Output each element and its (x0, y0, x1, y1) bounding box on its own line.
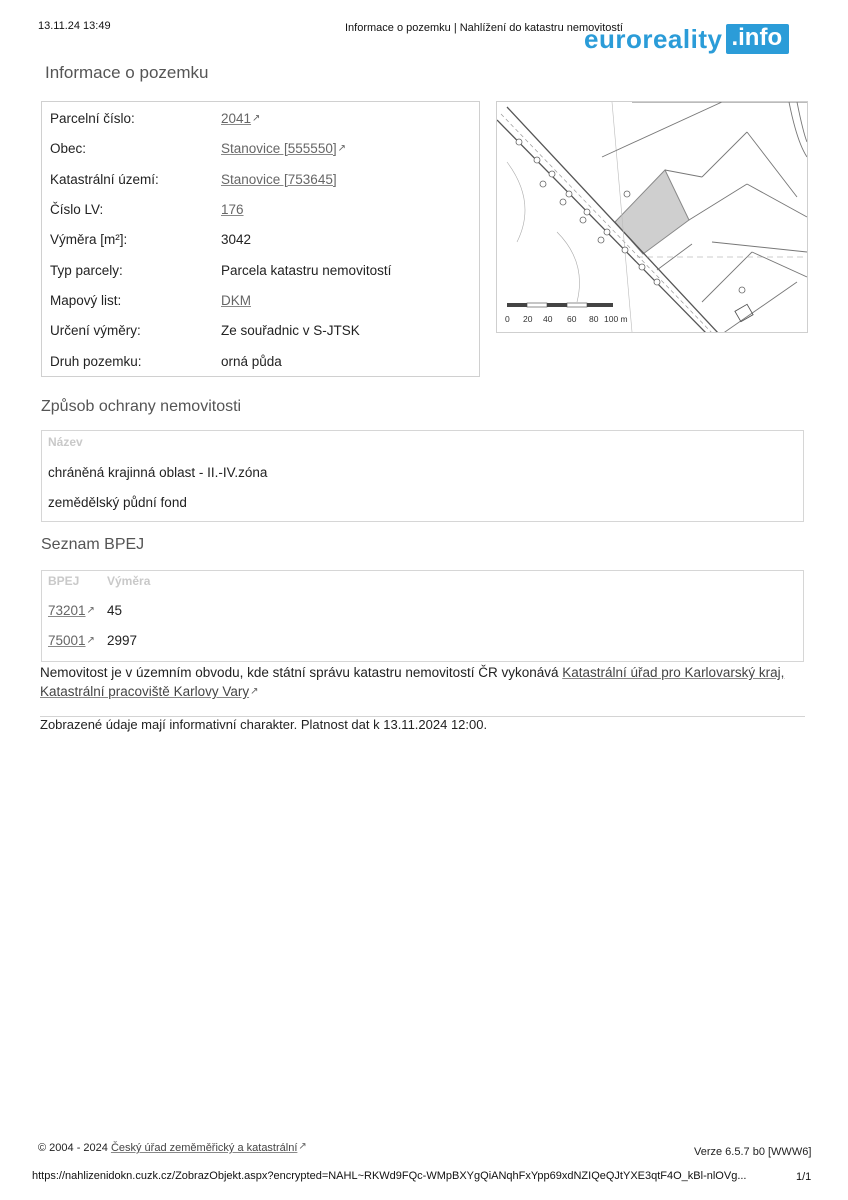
value-parcel-type: Parcela katastru nemovitostí (221, 263, 392, 278)
section-heading-bpej: Seznam BPEJ (41, 536, 145, 553)
print-page-title: Informace o pozemku | Nahlížení do katastru nemovitostí (345, 22, 623, 34)
parcel-info-box (41, 101, 480, 377)
validity-note: Zobrazené údaje mají informativní charakter. Platnost dat k 13.11.2024 12:00. (40, 717, 488, 732)
copyright-text: © 2004 - 2024 (38, 1142, 111, 1154)
footer-copyright (38, 1141, 307, 1154)
footer-version: Verze 6.5.7 b0 [WWW6] (694, 1146, 812, 1158)
protection-table (41, 430, 804, 522)
cuzk-link[interactable]: Český úřad zeměměřický a katastrální (110, 1142, 298, 1154)
label-lv-number: Číslo LV: (50, 202, 104, 217)
protection-item: chráněná krajinná oblast - II.-IV.zóna (48, 465, 268, 480)
link-parcel-number[interactable] (221, 111, 260, 126)
label-cadastral-area: Katastrální území: (50, 172, 159, 187)
map-scale-bar (505, 303, 628, 324)
scale-label: 0 (505, 314, 510, 324)
protection-item: zemědělský půdní fond (48, 495, 187, 510)
label-land-type: Druh pozemku: (50, 354, 142, 369)
print-datetime: 13.11.24 13:49 (38, 20, 111, 32)
scale-label: 20 (523, 314, 533, 324)
value-land-type: orná půda (221, 354, 282, 369)
label-parcel-type: Typ parcely: (50, 263, 123, 278)
value-cadastral-area[interactable]: Stanovice [753645] (221, 172, 337, 187)
scale-label: 40 (543, 314, 553, 324)
external-link-icon: ↗ (86, 605, 95, 616)
cadastral-map-drawing (497, 102, 807, 332)
bpej-table (41, 570, 804, 662)
watermark-word: euroreality (584, 23, 723, 54)
section-heading-protection: Způsob ochrany nemovitosti (41, 398, 242, 415)
cadastral-map[interactable] (496, 101, 808, 333)
bpej-column-code: BPEJ (48, 574, 80, 588)
print-page-number: 1/1 (796, 1171, 812, 1183)
bpej-code-link[interactable] (48, 603, 95, 618)
highlighted-parcel (615, 170, 689, 254)
office-link-branch[interactable]: Katastrální pracoviště Karlovy Vary (40, 684, 250, 699)
external-link-icon: ↗ (86, 635, 95, 646)
bpej-code[interactable]: 73201 (48, 603, 86, 618)
link-map-sheet[interactable] (221, 293, 251, 308)
protection-column-header: Název (48, 435, 83, 449)
bpej-column-area: Výměra (107, 574, 151, 588)
scale-label: 60 (567, 314, 577, 324)
print-url: https://nahlizenidokn.cuzk.cz/ZobrazObjekt.aspx?encrypted=NAHL~RKWd9FQc-WMpBXYgQiANqhFxYpp69xdNZIQeQJtYXE3qtF4O_kBl-nlOVg... (32, 1170, 747, 1182)
link-municipality[interactable] (221, 141, 346, 156)
label-parcel-number: Parcelní číslo: (50, 111, 135, 126)
value-area: 3042 (221, 232, 252, 247)
label-area: Výměra [m²]: (50, 232, 128, 247)
bpej-code[interactable]: 75001 (48, 633, 86, 648)
label-municipality: Obec: (50, 141, 87, 156)
external-link-icon: ↗ (337, 143, 346, 154)
external-link-icon: ↗ (298, 1141, 307, 1152)
euroreality-watermark-logo (584, 20, 789, 58)
scale-label: 80 (589, 314, 599, 324)
value-lv-number[interactable]: 176 (221, 202, 244, 217)
external-link-icon: ↗ (250, 686, 259, 697)
value-area-method: Ze souřadnic v S-JTSK (221, 323, 360, 338)
bpej-area: 2997 (107, 633, 138, 648)
label-area-method: Určení výměry: (50, 323, 141, 338)
scale-label: 100 m (604, 314, 628, 324)
link-cadastral-area[interactable] (221, 172, 337, 187)
value-municipality[interactable]: Stanovice [555550] (221, 141, 337, 156)
cadastral-office-note (40, 663, 810, 701)
office-note-text: Nemovitost je v územním obvodu, kde státní správu katastru nemovitostí ČR vykonává (40, 665, 563, 680)
office-link-regional[interactable]: Katastrální úřad pro Karlovarský kraj, (562, 665, 785, 680)
value-parcel-number[interactable]: 2041 (221, 111, 252, 126)
value-map-sheet[interactable]: DKM (221, 293, 251, 308)
bpej-code-link[interactable] (48, 633, 95, 648)
section-heading-info: Informace o pozemku (45, 63, 209, 82)
label-map-sheet: Mapový list: (50, 293, 122, 308)
bpej-area: 45 (107, 603, 123, 618)
watermark-box: .info (726, 24, 789, 54)
external-link-icon: ↗ (252, 113, 261, 124)
link-lv-number[interactable] (221, 202, 244, 217)
